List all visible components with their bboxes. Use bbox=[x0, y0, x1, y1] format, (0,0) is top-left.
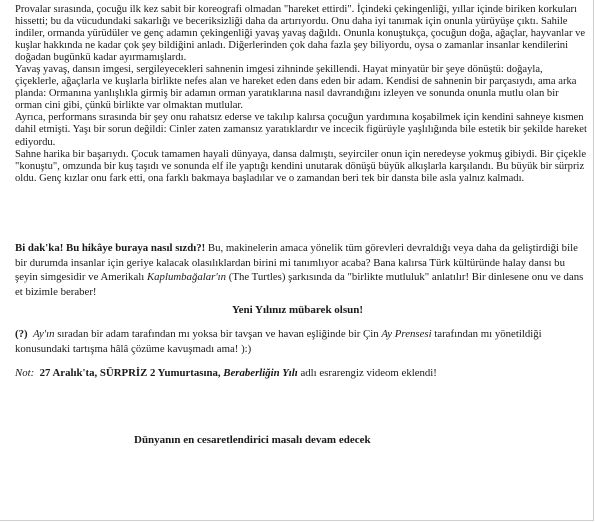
story-paragraph-2: Yavaş yavaş, dansın imgesi, sergileyecekleri sahnenin imgesi zihninde şekillendi. Hayat minyatür bir şeye dönüştü: doğayla, çiçeklerle, ağaçlarla ve kuşlarla birlikte nefes alan ve hareket eden dans eden bir adam. Kendisi de sahnenin bir parçasıydı, ama arka planda: Ormanına yanlışlıkla girmiş bir adamın orman yaratıklarına nasıl davrandığını izleyen ve sonunda onunla mutlu olan bir orman cini gibi, çünkü birlikte var olmaktan mutlular. bbox=[15, 64, 577, 112]
video-title: Beraberliğin Yılı bbox=[223, 367, 298, 379]
story-paragraph-1: Provalar sırasında, çocuğu ilk kez sabit bir koreografi olmadan "hareket ettirdi". İçindeki çekingenliği, yıllar içinde biriken korkuları hissetti; bu da vücudundaki sakarlığı ve beceriksizliği daha da artırıyordu. Onu daha iyi tanımak için onunla yürüyüşe çıktı. Sahile indiler, ormanda yürüdüler ve genç adamın çekingenliği yavaş yavaş dağıldı. Onunla konuştukça, çocuğun doğa, ağaçlar, hayvanlar ve kuşlar hakkında ne kadar çok şey bildiğini anladı. Diğerlerinden çok daha fazla şey biliyordu, oysa o zamanlar insanlar kendilerini doğadan bugünkü kadar ayırmamışlardı. bbox=[15, 4, 586, 64]
new-year-greeting: Yeni Yılınız mübarek olsun! bbox=[231, 304, 364, 316]
story-text bbox=[15, 4, 587, 185]
moon-word: Ay'ın bbox=[33, 328, 55, 340]
moon-text-2: tarafından mı yönetildiği konusundaki tartışma hâlâ çözüme kavuşmadı ama! ):) bbox=[15, 328, 542, 355]
question-marker: (?) bbox=[15, 328, 28, 340]
moon-text-1: sıradan bir adam tarafından mı yoksa bir tavşan ve havan eşliğinde bir Çin bbox=[54, 328, 382, 340]
video-note-rest: adlı esrarengiz videom eklendi! bbox=[297, 367, 437, 379]
closing-line: Dünyanın en cesaretlendirici masalı devam edecek bbox=[134, 434, 371, 446]
video-note-date: 27 Aralık'ta, SÜRPRİZ 2 Yumurtasına, bbox=[39, 367, 221, 379]
video-note-label: Not: bbox=[15, 367, 35, 379]
video-note bbox=[15, 367, 587, 379]
band-name: Kaplumbağalar'ın bbox=[146, 271, 227, 283]
author-note bbox=[15, 241, 587, 299]
story-paragraph-3: Ayrıca, performans sırasında bir şey onu rahatsız ederse ve takılıp kalırsa çocuğun yardımına koşabilmek için kendini sahneye kısmen dahil etmişti. Yaşı bir sorun değildi: Cinler zaten zamansız yaratıklardır ve incecik figürüyle yaşlılığında bile estetik bir şekilde hareket ediyordu. bbox=[15, 112, 587, 148]
moon-note bbox=[15, 327, 587, 357]
note-lead: Bi dak'ka! Bu hikâye buraya nasıl sızdı?! bbox=[15, 242, 206, 254]
note-text-1: Bu, makinelerin amaca yönelik tüm görevleri devraldığı veya daha da geliştirdiği bile bir durumda insanlar için geriye kalacak olasılıklardan birini mi tanımlıyor acaba? Bana kalırsa Türk kültüründe halay dansı bu şeyin simgesidir ve Amerikalı bbox=[15, 242, 578, 283]
moon-princess: Ay Prensesi bbox=[381, 328, 432, 340]
note-text-2: (The Turtles) şarkısında da "birlikte mutluluk" anlatılır! Bir dinlesene onu ve dans et bizimle beraber! bbox=[15, 271, 584, 298]
story-paragraph-4: Sahne harika bir başarıydı. Çocuk tamamen hayali dünyaya, dansa dalmıştı, seyirciler onun için neredeyse yokmuş gibiydi. Bir çiçekle "konuştu", omzunda bir kuş taşıdı ve sonunda elf ile yaptığı kendini unutarak dönüşü büyük alkışlarla karşılandı. Bu büyük bir sürpriz oldu. Genç kızlar onu fark etti, ona farklı bakmaya başladılar ve o zamandan beri tek bir dansta bile asla yalnız kalmadı. bbox=[15, 148, 587, 184]
